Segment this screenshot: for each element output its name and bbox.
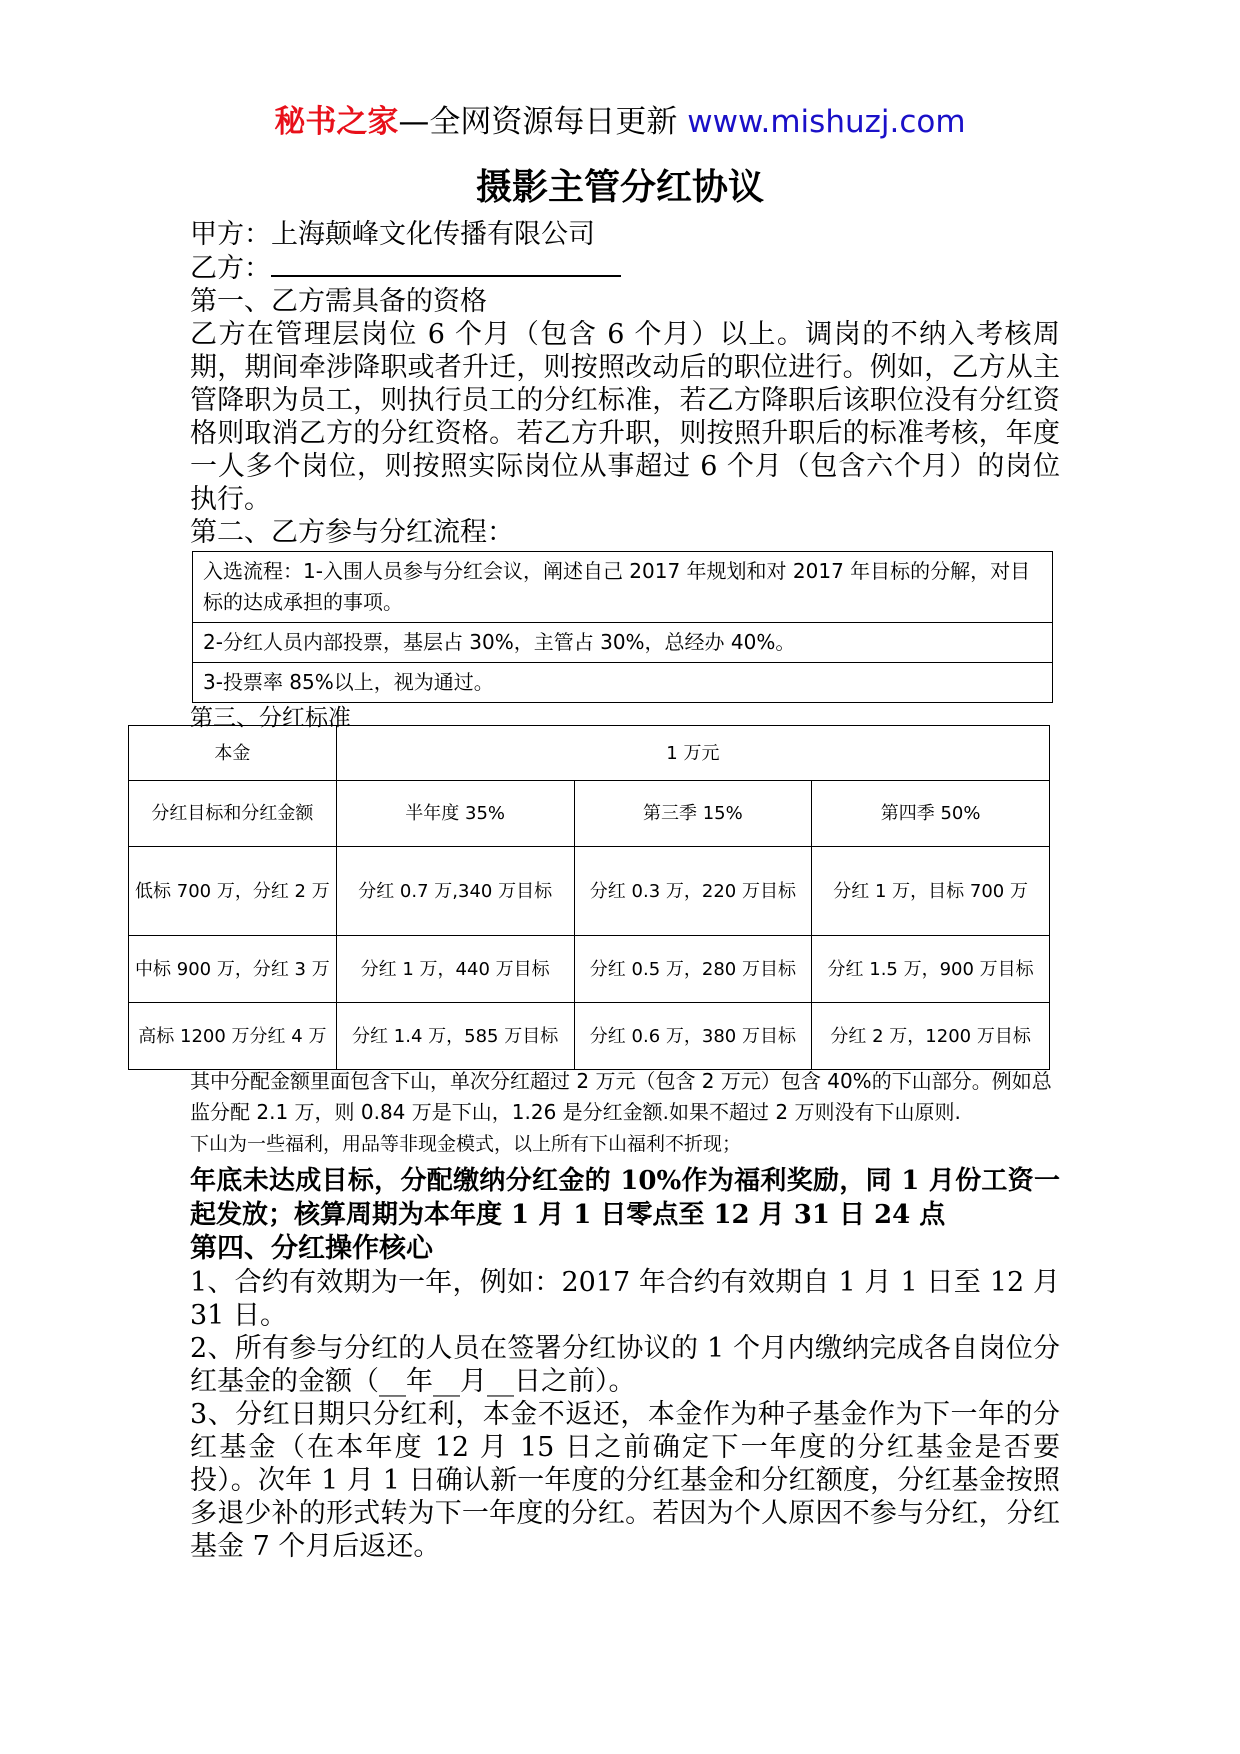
- table-cell: 分红 1.4 万，585 万目标: [336, 1003, 574, 1070]
- row-label: 高标 1200 万分红 4 万: [129, 1003, 337, 1070]
- section3-bold-note: 年底未达成目标，分配缴纳分红金的 10%作为福利奖励，同 1 月份工资一起发放；核算周期为本年度 1 月 1 日零点至 12 月 31 日 24 点: [190, 1166, 1060, 1230]
- party-b: [190, 251, 1060, 285]
- target-header-label: 分红目标和分红金额: [129, 781, 337, 847]
- table-row: [129, 1003, 1050, 1070]
- site-banner: [0, 100, 1240, 144]
- party-a: 甲方：上海颠峰文化传播有限公司: [190, 219, 595, 250]
- flow-step-3: 3-投票率 85%以上，视为通过。: [193, 663, 1053, 703]
- section1-heading: 第一、乙方需具备的资格: [190, 286, 487, 317]
- table-row: [193, 623, 1053, 663]
- section4-item-3: 3、分红日期只分红利，本金不返还，本金作为种子基金作为下一年的分红基金（在本年度 12 月 15 日之前确定下一年度的分红基金是否要投）。次年 1 月 1 日确认新一年度的分红基金和分红额度，分红基金按照多退少补的形式转为下一年度的分红。若因为个人原因不参与分红，分红基金 7 个月后返还。: [190, 1399, 1060, 1562]
- table-cell: 分红 2 万，1200 万目标: [812, 1003, 1050, 1070]
- party-b-label: 乙方：: [190, 253, 271, 284]
- table-row: [129, 936, 1050, 1003]
- row-label: 低标 700 万，分红 2 万: [129, 847, 337, 936]
- banner-brand: 秘书之家: [274, 104, 399, 140]
- table-cell: 分红 1 万，目标 700 万: [812, 847, 1050, 936]
- section4-heading: 第四、分红操作核心: [190, 1233, 433, 1264]
- table-row: [193, 663, 1053, 703]
- section4-item-1: 1、合约有效期为一年，例如：2017 年合约有效期自 1 月 1 日至 12 月 31 日。: [190, 1267, 1060, 1331]
- table-row: [129, 781, 1050, 847]
- table-cell: 分红 0.7 万,340 万目标: [336, 847, 574, 936]
- flow-step-2: 2-分红人员内部投票，基层占 30%，主管占 30%，总经办 40%。: [193, 623, 1053, 663]
- table-row: [129, 726, 1050, 781]
- table-cell: 分红 0.5 万，280 万目标: [574, 936, 812, 1003]
- row-label: 中标 900 万，分红 3 万: [129, 936, 337, 1003]
- bonus-standard-table: [128, 725, 1050, 1070]
- table-cell: 分红 0.3 万，220 万目标: [574, 847, 812, 936]
- banner-tagline: —全网资源每日更新: [398, 104, 688, 140]
- agreement-header-section: [190, 218, 1060, 733]
- column-header: 半年度 35%: [336, 781, 574, 847]
- section1-body: 乙方在管理层岗位 6 个月（包含 6 个月）以上。调岗的不纳入考核周期，期间牵涉降职或者升迁，则按照改动后的职位进行。例如，乙方从主管降职为员工，则执行员工的分红标准，若乙方降职后该职位没有分红资格则取消乙方的分红资格。若乙方升职，则按照升职后的标准考核，年度一人多个岗位，则按照实际岗位从事超过 6 个月（包含六个月）的岗位执行。: [190, 319, 1060, 515]
- table-cell: 分红 1 万，440 万目标: [336, 936, 574, 1003]
- column-header: 第三季 15%: [574, 781, 812, 847]
- column-header: 第四季 50%: [812, 781, 1050, 847]
- table-cell: 分红 0.6 万，380 万目标: [574, 1003, 812, 1070]
- section3-note-2: 下山为一些福利，用品等非现金模式，以上所有下山福利不折现；: [190, 1133, 742, 1155]
- table-cell: 分红 1.5 万，900 万目标: [812, 936, 1050, 1003]
- principal-label: 本金: [129, 726, 337, 781]
- banner-url-link[interactable]: www.mishuzj.com: [687, 104, 966, 140]
- section2-heading: 第二、乙方参与分红流程：: [190, 517, 514, 548]
- table-row: [129, 847, 1050, 936]
- section3-heading: 第三、分红标准: [190, 705, 351, 731]
- table-row: [193, 552, 1053, 623]
- section2-flow-table: [192, 551, 1053, 703]
- section3-note-1: 其中分配金额里面包含下山，单次分红超过 2 万元（包含 2 万元）包含 40%的下山部分。例如总监分配 2.1 万，则 0.84 万是下山，1.26 是分红金额.如果不超过 2 万则没有下山原则.: [190, 1069, 1052, 1124]
- principal-value: 1 万元: [336, 726, 1049, 781]
- document-title: 摄影主管分红协议: [475, 166, 764, 208]
- agreement-body-section: [190, 1066, 1060, 1563]
- section4-item-2: 2、所有参与分红的人员在签署分红协议的 1 个月内缴纳完成各自岗位分红基金的金额（__年__月__日之前）。: [190, 1333, 1060, 1397]
- party-b-blank-field: [271, 251, 621, 277]
- flow-step-1: 入选流程：1-入围人员参与分红会议，阐述自己 2017 年规划和对 2017 年目标的分解，对目标的达成承担的事项。: [193, 552, 1053, 623]
